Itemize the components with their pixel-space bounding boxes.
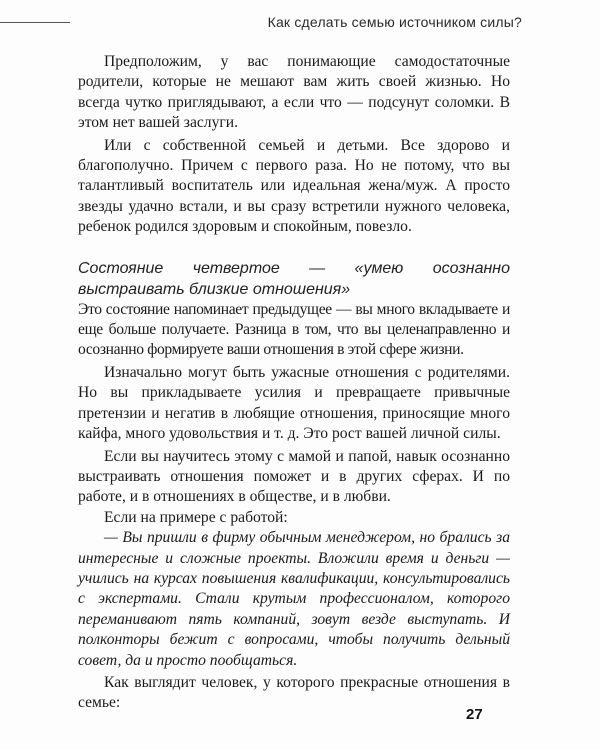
- paragraph-6: Если на примере с работой:: [104, 508, 288, 526]
- page-number: 27: [466, 706, 483, 723]
- header-rule: [0, 22, 70, 23]
- paragraph-5: Если вы научитесь этому с мамой и папой, навык осознанно выстраивать отношения поможет и в других сферах. И по работе, и в отношениях в обществе, и в любви.: [78, 447, 510, 506]
- paragraph-4: Изначально могут быть ужасные отношения с родителями. Но вы прикладываете усилия и превращаете привычные претензии и негатив в любящие отношения, приносящие много кайфа, много удовольствия и т. д. Это рост вашей личной силы.: [78, 363, 510, 443]
- running-header: Как сделать семью источником силы?: [267, 14, 522, 30]
- paragraph-1: Предположим, у вас понимающие самодостаточные родители, которые не мешают вам жить своей жизнью. Но всегда чутко приглядывают, а если что — подсунут соломки. В этом нет вашей заслуги.: [78, 53, 510, 132]
- paragraph-8: Как выглядит человек, у которого прекрасные отношения в семье:: [78, 673, 510, 712]
- page-body: [78, 52, 510, 714]
- section-subheading: Состояние четвертое — «умею осознанно выстраивать близкие отношения»: [78, 259, 510, 298]
- paragraph-3: Это состояние напоминает предыдущее — вы много вкладываете и еще больше получаете. Разница в том, что вы целенаправленно и осознанно формируете ваши отношения в этой сфере жизни.: [78, 300, 510, 359]
- paragraph-2: Или с собственной семьей и детьми. Все здорово и благополучно. Причем с первого раза. Но не потому, что вы талантливый воспитатель или идеальная жена/муж. А просто звезды удачно встали, и вы сразу встретили нужного человека, ребенок родился здоровым и спокойным, повезло.: [78, 136, 510, 236]
- example-quote: — Вы пришли в фирму обычным менеджером, но брались за интересные и сложные проекты. Вложили время и деньги — учились на курсах повышения квалификации, консультировались с экспертами. Стали крутым профессионалом, которого переманивают пять компаний, зовут везде выступать. И полконторы бежит с вопросами, чтобы получить дельный совет, да и просто пообщаться.: [78, 529, 510, 669]
